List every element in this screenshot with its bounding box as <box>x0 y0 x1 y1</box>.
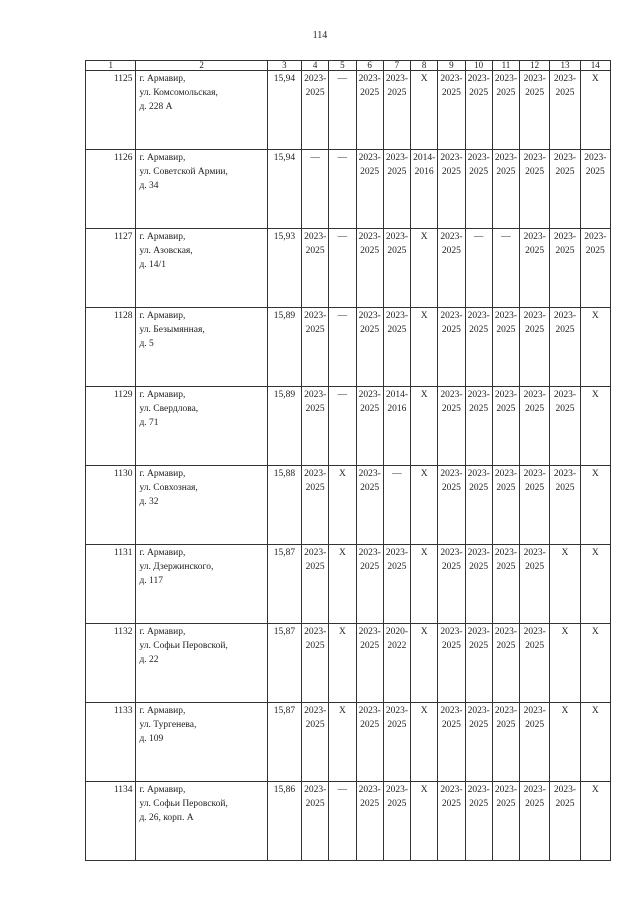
address-line: д. 22 <box>139 655 159 665</box>
address-line: д. 228 А <box>139 102 173 112</box>
period-cell: Х <box>411 545 438 624</box>
period-cell: 2023- 2025 <box>465 545 492 624</box>
period-cell: 2023- 2025 <box>550 308 580 387</box>
value-cell: 15,93 <box>267 229 301 308</box>
period-cell: 2023- 2025 <box>492 308 519 387</box>
period-cell: 2023- 2025 <box>438 150 465 229</box>
column-header: 4 <box>302 61 329 71</box>
period-cell: Х <box>411 624 438 703</box>
period-cell: 2023- 2025 <box>580 229 610 308</box>
table-row <box>86 466 611 545</box>
column-header: 14 <box>580 61 610 71</box>
row-number: 1131 <box>86 545 136 624</box>
period-cell: Х <box>580 387 610 466</box>
period-cell: 2023- 2025 <box>465 466 492 545</box>
period-cell: 2023- 2025 <box>356 229 383 308</box>
period-cell: 2023- 2025 <box>438 71 465 150</box>
value-cell: 15,89 <box>267 308 301 387</box>
address-cell <box>136 387 267 466</box>
column-header-row <box>86 61 611 71</box>
period-cell: Х <box>580 624 610 703</box>
period-cell: — <box>302 150 329 229</box>
period-cell: Х <box>411 703 438 782</box>
period-cell: 2023- 2025 <box>550 71 580 150</box>
value-cell: 15,94 <box>267 71 301 150</box>
period-cell: 2023- 2025 <box>356 387 383 466</box>
period-cell: 2023- 2025 <box>438 545 465 624</box>
table-row <box>86 150 611 229</box>
address-line: ул. Безымянная, <box>139 325 205 335</box>
address-line: г. Армавир, <box>139 390 186 400</box>
period-cell: 2023- 2025 <box>550 229 580 308</box>
address-line: ул. Совхозная, <box>139 483 198 493</box>
period-cell: 2023- 2025 <box>465 308 492 387</box>
address-line: ул. Азовская, <box>139 246 193 256</box>
address-cell <box>136 782 267 861</box>
address-line: д. 109 <box>139 734 164 744</box>
period-cell: — <box>465 229 492 308</box>
table-row <box>86 229 611 308</box>
address-line: г. Армавир, <box>139 627 186 637</box>
address-line: г. Армавир, <box>139 311 186 321</box>
period-cell: 2023- 2025 <box>302 545 329 624</box>
period-cell: 2023- 2025 <box>492 466 519 545</box>
column-header: 3 <box>267 61 301 71</box>
period-cell: 2023- 2025 <box>520 308 550 387</box>
address-line: ул. Софьи Перовской, <box>139 641 228 651</box>
value-cell: 15,88 <box>267 466 301 545</box>
table-row <box>86 545 611 624</box>
period-cell: 2023- 2025 <box>492 703 519 782</box>
table-row <box>86 624 611 703</box>
value-cell: 15,94 <box>267 150 301 229</box>
period-cell: 2023- 2025 <box>550 387 580 466</box>
address-line: г. Армавир, <box>139 785 186 795</box>
address-cell <box>136 466 267 545</box>
period-cell: 2023- 2025 <box>356 545 383 624</box>
address-line: д. 14/1 <box>139 260 166 270</box>
address-cell <box>136 71 267 150</box>
period-cell: Х <box>580 703 610 782</box>
row-number: 1129 <box>86 387 136 466</box>
address-line: д. 34 <box>139 181 159 191</box>
period-cell: 2023- 2025 <box>302 387 329 466</box>
address-line: ул. Свердлова, <box>139 404 199 414</box>
table-row <box>86 703 611 782</box>
address-line: г. Армавир, <box>139 469 186 479</box>
period-cell: 2014- 2016 <box>383 387 410 466</box>
period-cell: — <box>383 466 410 545</box>
period-cell: 2020- 2022 <box>383 624 410 703</box>
period-cell: 2023- 2025 <box>438 703 465 782</box>
address-line: г. Армавир, <box>139 153 186 163</box>
period-cell: Х <box>580 466 610 545</box>
row-number: 1127 <box>86 229 136 308</box>
period-cell: 2023- 2025 <box>520 703 550 782</box>
address-cell <box>136 703 267 782</box>
address-line: д. 117 <box>139 576 163 586</box>
period-cell: — <box>329 782 356 861</box>
period-cell: 2023- 2025 <box>383 703 410 782</box>
period-cell: — <box>492 229 519 308</box>
period-cell: 2023- 2025 <box>465 624 492 703</box>
period-cell: 2023- 2025 <box>492 545 519 624</box>
period-cell: 2023- 2025 <box>356 703 383 782</box>
address-line: д. 26, корп. А <box>139 813 194 823</box>
period-cell: 2023- 2025 <box>520 387 550 466</box>
row-number: 1133 <box>86 703 136 782</box>
column-header: 2 <box>136 61 267 71</box>
period-cell: 2023- 2025 <box>550 466 580 545</box>
period-cell: 2023- 2025 <box>356 150 383 229</box>
period-cell: 2023- 2025 <box>492 782 519 861</box>
address-line: д. 71 <box>139 418 159 428</box>
address-line: ул. Комсомольская, <box>139 88 218 98</box>
period-cell: 2014- 2016 <box>411 150 438 229</box>
period-cell: — <box>329 150 356 229</box>
period-cell: 2023- 2025 <box>492 387 519 466</box>
period-cell: 2023- 2025 <box>356 466 383 545</box>
period-cell: Х <box>329 466 356 545</box>
row-number: 1125 <box>86 71 136 150</box>
row-number: 1128 <box>86 308 136 387</box>
row-number: 1132 <box>86 624 136 703</box>
period-cell: 2023- 2025 <box>465 150 492 229</box>
period-cell: 2023- 2025 <box>383 71 410 150</box>
register-table <box>85 60 611 861</box>
address-cell <box>136 150 267 229</box>
period-cell: 2023- 2025 <box>465 71 492 150</box>
period-cell: 2023- 2025 <box>302 466 329 545</box>
column-header: 1 <box>86 61 136 71</box>
period-cell: Х <box>411 308 438 387</box>
period-cell: Х <box>411 71 438 150</box>
address-cell <box>136 624 267 703</box>
period-cell: 2023- 2025 <box>520 229 550 308</box>
period-cell: 2023- 2025 <box>356 308 383 387</box>
period-cell: 2023- 2025 <box>520 624 550 703</box>
period-cell: Х <box>580 782 610 861</box>
table-row <box>86 71 611 150</box>
period-cell: Х <box>580 71 610 150</box>
address-line: д. 5 <box>139 339 154 349</box>
value-cell: 15,87 <box>267 703 301 782</box>
period-cell: 2023- 2025 <box>438 308 465 387</box>
period-cell: 2023- 2025 <box>438 466 465 545</box>
column-header: 9 <box>438 61 465 71</box>
period-cell: Х <box>411 782 438 861</box>
period-cell: 2023- 2025 <box>383 545 410 624</box>
value-cell: 15,87 <box>267 624 301 703</box>
value-cell: 15,87 <box>267 545 301 624</box>
column-header: 5 <box>329 61 356 71</box>
period-cell: 2023- 2025 <box>465 703 492 782</box>
period-cell: 2023- 2025 <box>383 229 410 308</box>
period-cell: Х <box>329 624 356 703</box>
table-row <box>86 308 611 387</box>
period-cell: Х <box>411 387 438 466</box>
period-cell: Х <box>329 545 356 624</box>
period-cell: 2023- 2025 <box>520 150 550 229</box>
column-header: 11 <box>492 61 519 71</box>
row-number: 1134 <box>86 782 136 861</box>
address-line: г. Армавир, <box>139 232 186 242</box>
period-cell: 2023- 2025 <box>520 466 550 545</box>
address-line: ул. Дзержинского, <box>139 562 214 572</box>
period-cell: Х <box>580 545 610 624</box>
address-line: г. Армавир, <box>139 74 186 84</box>
value-cell: 15,86 <box>267 782 301 861</box>
period-cell: — <box>329 71 356 150</box>
period-cell: — <box>329 308 356 387</box>
address-line: г. Армавир, <box>139 706 186 716</box>
address-line: ул. Софьи Перовской, <box>139 799 228 809</box>
period-cell: 2023- 2025 <box>302 782 329 861</box>
page-number: 114 <box>312 30 328 41</box>
period-cell: 2023- 2025 <box>302 703 329 782</box>
period-cell: 2023- 2025 <box>492 150 519 229</box>
period-cell: 2023- 2025 <box>383 782 410 861</box>
period-cell: 2023- 2025 <box>356 624 383 703</box>
column-header: 6 <box>356 61 383 71</box>
address-line: ул. Тургенева, <box>139 720 197 730</box>
address-cell <box>136 229 267 308</box>
period-cell: Х <box>550 703 580 782</box>
period-cell: 2023- 2025 <box>438 782 465 861</box>
table-row <box>86 782 611 861</box>
period-cell: 2023- 2025 <box>492 624 519 703</box>
period-cell: Х <box>411 466 438 545</box>
period-cell: Х <box>550 624 580 703</box>
period-cell: 2023- 2025 <box>302 624 329 703</box>
address-line: г. Армавир, <box>139 548 186 558</box>
period-cell: 2023- 2025 <box>356 782 383 861</box>
period-cell: 2023- 2025 <box>465 782 492 861</box>
table-row <box>86 387 611 466</box>
period-cell: Х <box>580 308 610 387</box>
column-header: 8 <box>411 61 438 71</box>
period-cell: 2023- 2025 <box>302 308 329 387</box>
period-cell: 2023- 2025 <box>520 545 550 624</box>
period-cell: 2023- 2025 <box>383 308 410 387</box>
address-cell <box>136 308 267 387</box>
period-cell: Х <box>329 703 356 782</box>
column-header: 12 <box>520 61 550 71</box>
address-cell <box>136 545 267 624</box>
period-cell: — <box>329 387 356 466</box>
period-cell: 2023- 2025 <box>383 150 410 229</box>
period-cell: 2023- 2025 <box>356 71 383 150</box>
period-cell: 2023- 2025 <box>438 624 465 703</box>
column-header: 7 <box>383 61 410 71</box>
period-cell: 2023- 2025 <box>302 71 329 150</box>
row-number: 1130 <box>86 466 136 545</box>
period-cell: Х <box>411 229 438 308</box>
column-header: 10 <box>465 61 492 71</box>
address-line: ул. Советской Армии, <box>139 167 228 177</box>
period-cell: Х <box>550 545 580 624</box>
period-cell: 2023- 2025 <box>438 229 465 308</box>
row-number: 1126 <box>86 150 136 229</box>
period-cell: 2023- 2025 <box>302 229 329 308</box>
period-cell: 2023- 2025 <box>438 387 465 466</box>
value-cell: 15,89 <box>267 387 301 466</box>
period-cell: 2023- 2025 <box>520 71 550 150</box>
period-cell: 2023- 2025 <box>550 782 580 861</box>
period-cell: 2023- 2025 <box>580 150 610 229</box>
period-cell: 2023- 2025 <box>520 782 550 861</box>
address-line: д. 32 <box>139 497 159 507</box>
period-cell: 2023- 2025 <box>492 71 519 150</box>
period-cell: 2023- 2025 <box>465 387 492 466</box>
column-header: 13 <box>550 61 580 71</box>
period-cell: 2023- 2025 <box>550 150 580 229</box>
period-cell: — <box>329 229 356 308</box>
